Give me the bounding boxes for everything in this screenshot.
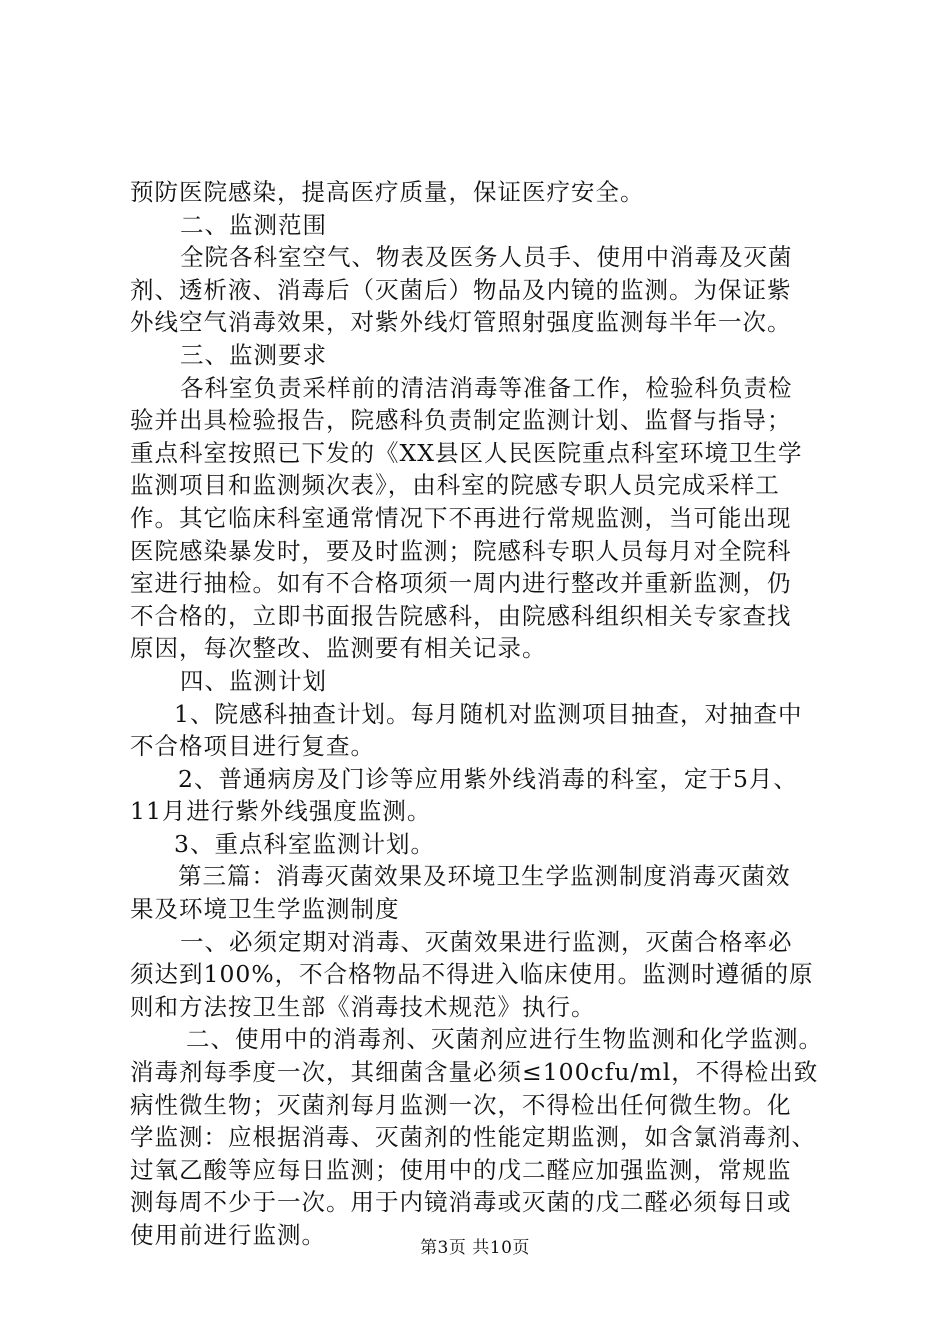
page-footer: 第3页 共10页 [420,1238,530,1258]
paragraph-line: 不合格的，立即书面报告院感科，由院感科组织相关专家查找 [130,601,792,630]
paragraph-line: 监测项目和监测频次表》，由科室的院感专职人员完成采样工 [130,471,780,500]
paragraph-line: 剂、透析液、消毒后（灭菌后）物品及内镜的监测。为保证紫 [130,275,792,304]
paragraph-line: 作。其它临床科室通常情况下不再进行常规监测，当可能出现 [130,503,792,532]
paragraph-line: 外线空气消毒效果，对紫外线灯管照射强度监测每半年一次。 [130,308,792,337]
paragraph-line: 测每周不少于一次。用于内镜消毒或灭菌的戊二醛必须每日或 [130,1188,792,1217]
paragraph-line: 须达到100%，不合格物品不得进入临床使用。监测时遵循的原 [130,960,814,989]
paragraph-line: 病性微生物；灭菌剂每月监测一次，不得检出任何微生物。化 [130,1090,792,1119]
paragraph-line: 预防医院感染，提高医疗质量，保证医疗安全。 [130,178,645,206]
paragraph-line: 二、使用中的消毒剂、灭菌剂应进行生物监测和化学监测。 [186,1025,823,1054]
paragraph-line: 医院感染暴发时，要及时监测；院感科专职人员每月对全院科 [130,536,792,565]
paragraph-line: 原因，每次整改、监测要有相关记录。 [130,634,547,663]
paragraph-line: 2、普通病房及门诊等应用紫外线消毒的科室，定于5月、 [178,764,798,793]
paragraph-line: 重点科室按照已下发的《XX县区人民医院重点科室环境卫生学 [130,438,803,467]
paragraph-line: 则和方法按卫生部《消毒技术规范》执行。 [130,992,596,1021]
chapter-heading: 果及环境卫生学监测制度 [130,895,400,924]
paragraph-line: 过氧乙酸等应每日监测；使用中的戊二醛应加强监测，常规监 [130,1155,792,1184]
paragraph-line: 室进行抽检。如有不合格项须一周内进行整改并重新监测，仍 [130,569,792,598]
paragraph-line: 一、必须定期对消毒、灭菌效果进行监测，灭菌合格率必 [180,927,793,956]
paragraph-line: 学监测：应根据消毒、灭菌剂的性能定期监测，如含氯消毒剂、 [130,1123,816,1152]
section-heading: 三、监测要求 [180,340,327,369]
document-body [130,176,835,1252]
paragraph-line: 消毒剂每季度一次，其细菌含量必须≤100cfu/ml，不得检出致 [130,1058,819,1087]
paragraph-line: 验并出具检验报告，院感科负责制定监测计划、监督与指导； [130,406,792,435]
paragraph-line: 使用前进行监测。 [130,1221,326,1249]
paragraph-line: 不合格项目进行复查。 [130,732,375,761]
paragraph-line: 全院各科室空气、物表及医务人员手、使用中消毒及灭菌 [180,243,793,272]
section-heading: 二、监测范围 [180,210,327,239]
paragraph-line: 11月进行紫外线强度监测。 [130,797,432,826]
chapter-heading: 第三篇：消毒灭菌效果及环境卫生学监测制度消毒灭菌效 [178,862,791,891]
paragraph-line: 各科室负责采样前的清洁消毒等准备工作，检验科负责检 [180,373,793,402]
section-heading: 四、监测计划 [180,666,327,695]
paragraph-line: 1、院感科抽查计划。每月随机对监测项目抽查，对抽查中 [174,699,803,728]
paragraph-line: 3、重点科室监测计划。 [174,829,435,858]
